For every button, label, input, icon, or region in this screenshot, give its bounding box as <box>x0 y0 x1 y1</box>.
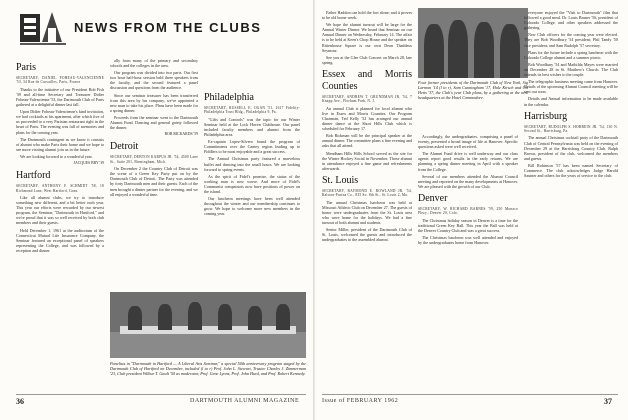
paragraph: Our program was divided into two parts. Our first two hour half-hour session held three speakers from the faculty, and the second featured a panel discussion and questions from the audience. <box>110 70 198 91</box>
section-heading-st-louis: St. Louis <box>322 174 359 186</box>
secretary-byline: SECRETARY, W. RICHARD BARNES '59, 250 Monaco Pkwy., Denver 20, Colo. <box>418 206 518 216</box>
photo-caption: Panelists in "Dartmouth in Hartford — A Liberal Arts Seminar," a special 50th anniversary program staged by the Dartmouth Club of Hartford on December, included (l to r) Prof. John L. Stewart, Trustee Charles J. Zimmerman '23, Club president Wilbur T. Gault '50 as moderator, Prof. Gene Lyons, Prof. John Hurd, and Prof. Robert Kennedy. <box>110 361 306 376</box>
secretary-byline: SECRETARY, DEBTON KARPUS JR. '54, 4500 Lane St., Suite 201, Birmingham, Mich. <box>110 155 198 164</box>
section-heading-detroit: Detroit <box>110 141 139 153</box>
secretary-byline: SECRETARY, ANTHONY F. SCHMIDT '58, 18 Richmond Lane, West Hartford, Conn. <box>16 184 104 193</box>
paragraph: everyone enjoyed the "Visit to Dartmouth" film that followed a good meal. Dr. Louis Bruner '56, president of Colorado College, and other speakers addressed the gathering. <box>524 10 618 31</box>
page-title: NEWS FROM THE CLUBS <box>74 20 262 35</box>
paragraph: The Christmas holiday season in Denver is a time for the traditional Green Key Ball. This year the Ball was held at the Denver Country Club and was a great success. <box>418 217 518 233</box>
paragraph: We hope the alumni turnout will be large for the Annual Winter Dinner. We heard that Seminar on our Annual Dinner on Wednesday, February 14. The affair is to be held at Keen's Chop House and the speaker on Rittenhouse Square is our own Dean Thaddeus Seymour. <box>322 22 412 53</box>
column-2 <box>110 58 198 290</box>
paragraph: See you at the Glee Club Concert on March 28, late spring. <box>322 54 412 65</box>
paragraph: The Alumni Fund drive is well underway and our class agents report good results in the early returns. We are planning a spring dinner meeting in April with a speaker from the College. <box>418 151 518 172</box>
page-number: 36 <box>16 397 24 406</box>
page-number: 37 <box>604 397 612 406</box>
masthead <box>18 8 308 52</box>
paragraph: The annual Christmas luncheon was held at Missouri Athletic Club on December 27. The guests of honor were undergraduates from the St. Louis area who were home for the holidays. We had a fine turnout of both alumni and students. <box>322 199 412 226</box>
paragraph: Details and Annual information to be made available in the calendar. <box>524 96 618 107</box>
paragraph: The telegraphic business meeting came from Hanover. Details of the upcoming Alumni Council meeting will be sent out soon. <box>524 79 618 95</box>
paragraph: Held December 1, 1961 at the auditorium of the Connecticut Mutual Life Insurance Company, the Seminar featured an exceptional panel of speakers representing the College, and was followed by a reception and dinner. <box>16 227 104 253</box>
paragraph: Ex-captain Lopez-Silvero found the program of Commitments over the Cantey region leading up to Fiddlers to be most enjoyable and a great success. <box>204 139 300 155</box>
section-heading-philadelphia: Philadelphia <box>204 92 254 103</box>
section-heading-paris: Paris <box>16 62 36 73</box>
club-emblem-icon <box>18 8 68 48</box>
section-heading-harrisburg: Harrisburg <box>524 110 568 122</box>
paragraph: The Christmas luncheon was well attended and enjoyed by the undergraduates home from Hanover. <box>418 235 518 246</box>
paragraph: Bill Robinson '57 has been named Secretary of Commerce. The club acknowledges Judge Harold Sautner and others for the years of service to the club. <box>524 162 618 179</box>
paragraph: Several of our members attended the Alumni Council meeting and reported on the many developments at Hanover. We are pleased with the growth of our Club. <box>418 173 518 189</box>
seminar-photo <box>110 292 306 358</box>
secretary-byline: SECRETARY, RAYMOND E. ROWLAND JR. '54, Ralston-Purina Co., 835 So. 8th St., St. Louis 2, Mo. <box>322 188 412 198</box>
column-5 <box>418 134 518 392</box>
paragraph: Our luncheon meetings have been well attended throughout the winter and our membership continues to grow. We hope to welcome more new members in the coming year. <box>204 196 300 217</box>
section-heading-essex-morris: Essex and Morris Counties <box>322 68 412 92</box>
paragraph: The Annual Christmas party featured a marvelous buffet and dancing into the small hours. We are looking forward to spring events. <box>204 156 300 172</box>
paragraph: "Gifts and Controls" was the topic for our Winter Seminar held at the Lock Haven Clubhouse. Our panel included faculty members and alumni from the Philadelphia area. <box>204 116 300 138</box>
secretary-byline: SECRETARY, RUDOLPH S. HOBBEIN JR. '54, 130 N. Second St., Harrisburg, Pa. <box>524 124 618 133</box>
paragraph: As the spirit of Fidel's promise, the status of the working man is now worse. And more of Fidel's Communist compatriots now have positions of power on the island. <box>204 173 300 195</box>
paragraph: Like all alumni clubs, we try to introduce something new different, and a bit better each year. This year our efforts were rewarded by our newest program, the Seminar, "Dartmouth in Hartford," and we're proud that it was so well received by both club members and their guests. <box>16 194 104 226</box>
paragraph: Mendham Hills Hills School served as the site for the Winter Hockey Social in November. Those alumni in attendance enjoyed a fine game and refreshments afterwards. <box>322 150 412 171</box>
column-3 <box>204 88 300 290</box>
secretary-byline: SECRETARY, RUSSELL E. OGAN '51, 1617 Fidelity-Philadelphia Trust Bldg., Philadelphia 9, Pa. <box>204 106 300 115</box>
paragraph: ally from many of the primary and secondary schools and the colleges in the area. <box>110 58 198 69</box>
paragraph: Senior Miller, president of the Dartmouth Club of St. Louis, welcomed the guests and introduced the undergraduates to the assembled alumni. <box>322 227 412 243</box>
photo-caption: Four former presidents of the Dartmouth Club of New York, Sig Larmon '14 (l to r), Sam Cunningham '17, Hale Kirsch and Ott Hetts '37, the Club's year Club plans, by a gathering at the new headquarters at the Hotel Commodore. <box>418 80 528 100</box>
paragraph: Bob Woodbury '54 and Mathilda Mayes were married on December 28 in St. Matthew's Church. The Club extends its best wishes to the couple. <box>524 61 618 78</box>
paragraph: Bob Rickman will be the principal speaker at the annual dinner. The committee plans a fine evening and asks that all attend. <box>322 133 412 149</box>
column-4 <box>322 10 412 392</box>
signature: BOB RICKARDS '59 <box>164 132 198 137</box>
column-1 <box>16 58 104 392</box>
paragraph: New Club officers for the coming year were elected. They are Bob Woodbury '54 president; Phil Tandy '50 vice president; and Sam Rudolph '57 secretary. <box>524 32 618 48</box>
paragraph: Upon Didier Foheau-Valencienne's kind invitation, we had cocktails at his apartment, after which five of us proceeded to a very Parisian restaurant right in the heart of Paris. The evening was full of memories and plans for the coming year. <box>16 109 104 135</box>
paragraph: The Dartmouth contingent as we know it consists of alumni who make Paris their home and we hope to see more visiting alumni join us in the future. <box>16 136 104 152</box>
signature: JACQUES BRY '39 <box>73 161 104 166</box>
secretary-byline: SECRETARY, DANIEL FOHEAU-VALENCIENNE '53, 34 Rue de Cursailles, Paris, France <box>16 76 104 85</box>
footer-title: DARTMOUTH ALUMNI MAGAZINE <box>190 398 300 404</box>
footer-title: Issue of FEBRUARY 1962 <box>322 398 399 404</box>
paragraph: Thanks to the initiative of our President Bob Fish '39 and all-time Secretary and Treasurer Didier Foheau-Valencienne '53, the Dartmouth Club of Paris gathered at a delightful dinner last fall. <box>16 86 104 108</box>
paragraph: Plans for the future include a spring luncheon with the Colorado College alumni and a summer picnic. <box>524 49 618 60</box>
footer-rule <box>322 394 618 395</box>
paragraph: We are looking forward to a wonderful year. <box>20 153 93 159</box>
paragraph: The annual Christmas cocktail party of the Dartmouth Club of Central Pennsylvania was held on the evening of December 29 at the Harrisburg Country Club. Ralph Brown, president of the club, welcomed the members and guests. <box>524 135 618 161</box>
club-presidents-photo <box>418 8 528 78</box>
secretary-byline: SECRETARY, ANDREW T. GRUNDMAN JR. '54, 7 Knapp Ave., Florham Park, N. J. <box>322 94 412 104</box>
paragraph: Since our seminar treasurer has been transferred from this area by his company, we've appointed a new man to take his place. Plans have been made for a spring dinner. <box>110 92 198 113</box>
page-spine <box>313 0 315 420</box>
footer-rule <box>16 394 306 395</box>
paragraph: On December 2 the Country Club of Detroit was the scene of a Green Key Party put on by the Dartmouth Club of Detroit. The Party was attended by forty Dartmouth men and their guests. Each of the men brought a dinner partner for the evening, and we all enjoyed a wonderful time. <box>110 166 198 197</box>
paragraph: Father Haddon can hold the fort alone; and it proves to be old home week. <box>322 10 412 21</box>
section-heading-denver: Denver <box>418 192 448 204</box>
paragraph: Accordingly, the undergraduates, comprising a panel of twenty, presented a broad image of life at Hanover. Specific questions asked were well received. <box>418 134 518 150</box>
section-heading-hartford: Hartford <box>16 170 51 182</box>
column-6 <box>524 10 618 392</box>
paragraph: Proceeds from the seminar went to the Dartmouth Alumni Fund. Dancing and general gaiety followed the dinner. <box>110 114 198 131</box>
paragraph: An annual Club is planned for local alumni who live in Essex and Morris Counties. Our Program Chairman, Ted Kelly '52 has arranged our annual dinner dance at the Short Hills Club which is scheduled for February 17. <box>322 105 412 132</box>
